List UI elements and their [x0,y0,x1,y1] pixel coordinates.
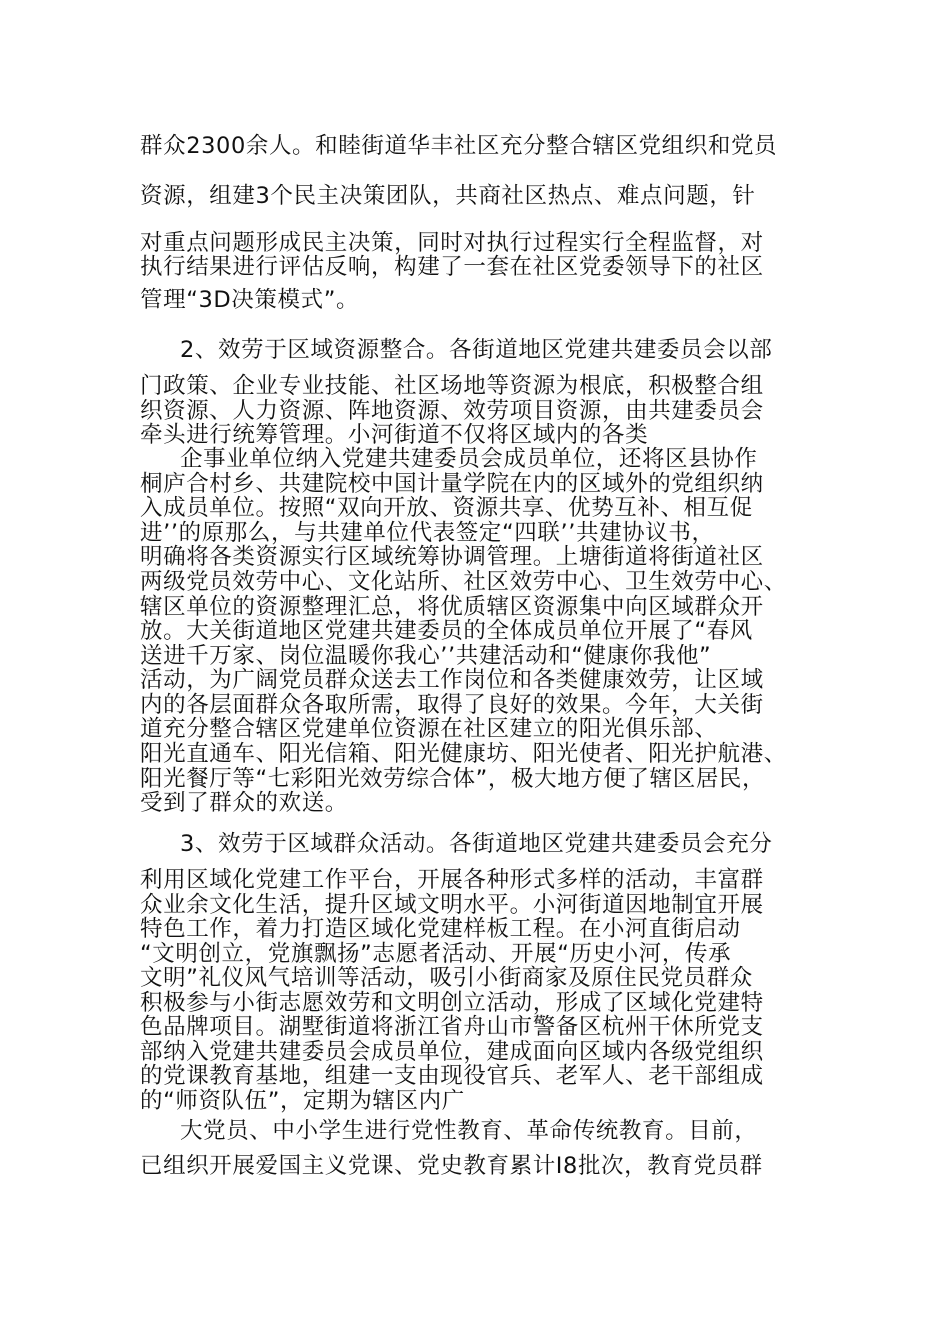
text-line: 门政策、企业专业技能、社区场地等资源为根底，积极整合组 [140,373,764,399]
text-line: 牵头进行统筹管理。小河街道不仅将区域内的各类 [140,422,649,448]
text-line: 众业余文化生活，提升区域文明水平。小河街道因地制宜开展 [140,892,764,918]
text-line: 特色工作，着力打造区域化党建样板工程。在小河直街启动 [140,916,741,942]
text-line: 活动，为广阔党员群众送去工作岗位和各类健康效劳，让区域 [140,667,764,693]
text-line: “文明创立，党旗飘扬”志愿者活动、开展“历史小河，传承 [140,941,732,967]
text-line: 的“师资队伍”，定期为辖区内广 [140,1088,465,1114]
text-line: 的党课教育基地，组建一支由现役官兵、老军人、老干部组成 [140,1063,764,1089]
text-line: 部纳入党建共建委员会成员单位，建成面向区域内各级党组织 [140,1039,764,1065]
text-line: 阳光餐厅等“七彩阳光效劳综合体”，极大地方便了辖区居民， [140,766,766,792]
text-line: 放。大关街道地区党建共建委员的全体成员单位开展了“春风 [140,618,753,644]
text-line: 管理“3D决策模式”。 [140,287,360,313]
text-line: 进’’的原那么，与共建单位代表签定“四联’’共建协议书， [140,520,715,546]
text-line: 内的各层面群众各取所需，取得了良好的效果。今年，大关街 [140,692,764,718]
text-line: 辖区单位的资源整理汇总，将优质辖区资源集中向区域群众开 [140,594,764,620]
text-line: 企事业单位纳入党建共建委员会成员单位，还将区县协作 [180,446,758,472]
text-line: 受到了群众的欢送。 [140,790,348,816]
text-line: 文明”礼仪风气培训等活动，吸引小街商家及原住民党员群众 [140,965,753,991]
text-line: 利用区域化党建工作平台，开展各种形式多样的活动，丰富群 [140,867,764,893]
text-line: 积极参与小街志愿效劳和文明创立活动，形成了区域化党建特 [140,990,764,1016]
paragraph-heading-2: 2、效劳于区域资源整合。各街道地区党建共建委员会以部 [180,337,773,363]
paragraph-heading-3: 3、效劳于区域群众活动。各街道地区党建共建委员会充分 [180,831,773,857]
text-line: 送进千万家、岗位温暖你我心’’共建活动和“健康你我他” [140,643,712,669]
text-line: 织资源、人力资源、阵地资源、效劳项目资源，由共建委员会 [140,398,764,424]
text-line: 对重点问题形成民主决策，同时对执行过程实行全程监督，对 [140,230,764,256]
text-line: 道充分整合辖区党建单位资源在社区建立的阳光俱乐部、 [140,716,718,742]
text-line: 色品牌项目。湖墅街道将浙江省舟山市警备区杭州干休所党支 [140,1014,764,1040]
text-line: 执行结果进行评估反响，构建了一套在社区党委领导下的社区 [140,254,764,280]
text-line: 入成员单位。按照“双向开放、资源共享、优势互补、相互促 [140,495,753,521]
text-line: 大党员、中小学生进行党性教育、革命传统教育。目前， [180,1118,758,1144]
text-line: 两级党员效劳中心、文化站所、社区效劳中心、卫生效劳中心、 [140,569,787,595]
text-line: 已组织开展爱国主义党课、党史教育累计I8批次，教育党员群 [140,1153,763,1179]
text-line: 群众2300余人。和睦街道华丰社区充分整合辖区党组织和党员 [140,133,778,159]
text-line: 阳光直通车、阳光信箱、阳光健康坊、阳光使者、阳光护航港、 [140,741,787,767]
text-line: 桐庐合村乡、共建院校中国计量学院在内的区域外的党组织纳 [140,471,764,497]
text-line: 明确将各类资源实行区域统筹协调管理。上塘街道将街道社区 [140,544,764,570]
text-line: 资源，组建3个民主决策团队，共商社区热点、难点问题，针 [140,183,756,209]
